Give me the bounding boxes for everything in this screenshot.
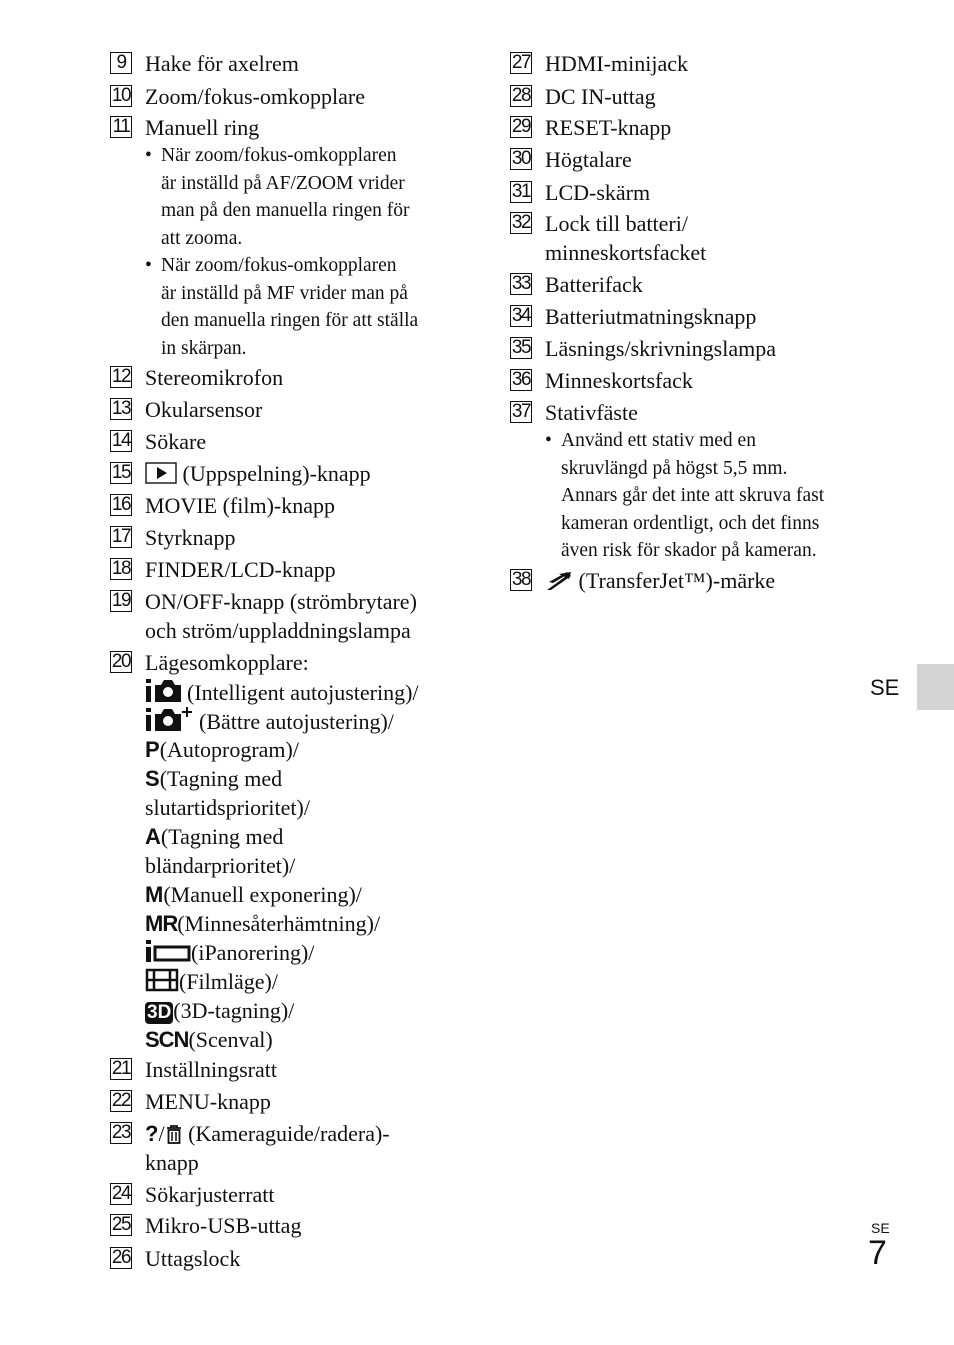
- mr-mode-icon: MR: [145, 911, 178, 936]
- item-label: Stativfäste: [545, 400, 638, 425]
- superior-auto-icon: [145, 706, 199, 732]
- section-tab: [917, 664, 954, 710]
- item-label: Högtalare: [545, 147, 632, 172]
- item-line: Lock till batteri/: [545, 211, 688, 236]
- 3d-mode-icon: 3D: [147, 1002, 172, 1023]
- item-label: Uttagslock: [145, 1246, 241, 1271]
- item-number: 14: [111, 430, 131, 451]
- mode-3d: [145, 996, 294, 1025]
- item-number: 32: [511, 212, 531, 233]
- item-label: LCD-skärm: [545, 180, 651, 205]
- item-label: [145, 587, 417, 645]
- page-language-code: SE: [871, 1220, 890, 1236]
- item-label: RESET-knapp: [545, 115, 672, 140]
- item-label: Batteriutmatningsknapp: [545, 304, 757, 329]
- item-label: Manuell ring: [145, 115, 260, 140]
- slash: /: [158, 1121, 165, 1146]
- item-label: [545, 566, 775, 595]
- item-label: FINDER/LCD-knapp: [145, 557, 336, 582]
- mode-label: (Bättre autojustering)/: [199, 709, 394, 734]
- item-label: [145, 1119, 390, 1177]
- item-number: 36: [511, 369, 531, 390]
- item-number: 18: [111, 558, 131, 579]
- item-number: 13: [111, 398, 131, 419]
- mode-memory-recall: [145, 909, 380, 938]
- m-mode-icon: M: [145, 882, 164, 907]
- mode-label: (3D-tagning)/: [173, 998, 295, 1023]
- item-number: 25: [111, 1214, 131, 1235]
- playback-label: (Uppspelning)-knapp: [182, 461, 371, 486]
- item-line: ON/OFF-knapp (strömbrytare): [145, 589, 417, 614]
- item-label: Styrknapp: [145, 525, 236, 550]
- mode-program-auto: [145, 735, 299, 764]
- p-mode-icon: P: [145, 737, 160, 762]
- item-label: Minneskortsfack: [545, 368, 693, 393]
- mode-label: (iPanorering)/: [191, 940, 315, 965]
- item-number: 19: [111, 590, 131, 611]
- item-label: Inställningsratt: [145, 1057, 277, 1082]
- item-number: 34: [511, 305, 531, 326]
- item-label: Stereomikrofon: [145, 365, 284, 390]
- mode-aperture-priority: [145, 822, 295, 880]
- item-label: Sökarjusterratt: [145, 1182, 275, 1207]
- item-number: 24: [111, 1183, 131, 1204]
- bullet-line: att zooma.: [161, 227, 243, 249]
- item-label: Okularsensor: [145, 397, 263, 422]
- bullet-line: Annars går det inte att skruva fast: [561, 485, 825, 506]
- item-number: 10: [111, 85, 131, 106]
- item-number: 11: [110, 116, 132, 138]
- scn-mode-icon: SCN: [145, 1027, 189, 1052]
- bullet-line: När zoom/fokus-omkopplaren: [161, 255, 397, 276]
- mode-label-cont: bländarprioritet)/: [145, 853, 296, 878]
- item-number: 38: [511, 569, 531, 590]
- mode-superior-auto: [145, 706, 394, 736]
- bullet-line: skruvlängd på högst 5,5 mm.: [561, 457, 788, 479]
- mode-scene: [145, 1025, 273, 1054]
- help-icon: ?: [145, 1121, 159, 1146]
- item-label: Läsnings/skrivningslampa: [545, 336, 776, 361]
- sweep-panorama-icon: [145, 939, 191, 963]
- item-line: (Kameraguide/radera)-: [188, 1121, 390, 1146]
- item-number: 33: [511, 273, 531, 294]
- item-label: DC IN-uttag: [545, 84, 656, 109]
- item-number: 20: [111, 651, 131, 672]
- mode-manual-exposure: [145, 880, 362, 909]
- item-number: 12: [111, 366, 131, 387]
- mode-intelligent-auto: [145, 677, 419, 707]
- bullet-line: även risk för skador på kameran.: [561, 540, 817, 561]
- mode-label: (Filmläge)/: [179, 969, 278, 994]
- item-number: 15: [111, 462, 131, 483]
- item-number: 21: [111, 1058, 131, 1079]
- item-number: 37: [511, 401, 531, 422]
- item-number: 29: [511, 116, 531, 137]
- item-number: 22: [111, 1090, 131, 1111]
- item-number: 23: [111, 1122, 131, 1143]
- item-line: minneskortsfacket: [545, 240, 707, 265]
- mode-label: (Intelligent autojustering)/: [187, 680, 419, 705]
- bullet-line: in skärpan.: [161, 337, 247, 359]
- item-label: MOVIE (film)-knapp: [145, 493, 336, 518]
- bullet-line: man på den manuella ringen för: [161, 200, 410, 221]
- item-number: 27: [511, 52, 531, 73]
- bullet-line: är inställd på AF/ZOOM vrider: [161, 172, 405, 194]
- item-number: 9: [110, 52, 132, 74]
- mode-shutter-priority: [145, 764, 310, 822]
- item-line: och ström/uppladdningslampa: [145, 618, 411, 643]
- item-number: 16: [111, 494, 131, 515]
- s-mode-icon: S: [145, 766, 160, 791]
- bullet-line: När zoom/fokus-omkopplaren: [161, 145, 397, 166]
- mode-label: (Scenval): [188, 1027, 273, 1052]
- item-label: Zoom/fokus-omkopplare: [145, 84, 365, 109]
- item-label: [145, 459, 371, 488]
- mode-movie: [145, 967, 278, 996]
- item-label: Batterifack: [545, 272, 643, 297]
- intelligent-auto-icon: [145, 677, 187, 703]
- item-number: 28: [511, 85, 531, 106]
- item-label: Sökare: [145, 429, 207, 454]
- mode-label: (Autoprogram)/: [159, 737, 299, 762]
- item-line: knapp: [145, 1150, 199, 1175]
- bullet-line: den manuella ringen för att ställa: [161, 310, 419, 331]
- item-label: MENU-knapp: [145, 1089, 271, 1114]
- item-label: Mikro-USB-uttag: [145, 1213, 302, 1238]
- bullet-line: är inställd på MF vrider man på: [161, 282, 408, 304]
- movie-mode-icon: [145, 968, 179, 992]
- item-number: 26: [111, 1247, 131, 1268]
- item-label: Lägesomkopplare:: [145, 650, 309, 675]
- mode-label: (Tagning med: [159, 766, 283, 791]
- section-tab-label: SE: [870, 675, 900, 700]
- bullet-line: kameran ordentligt, och det finns: [561, 512, 820, 534]
- mode-label: (Minnesåterhämtning)/: [177, 911, 381, 936]
- trash-icon: [165, 1124, 183, 1144]
- item-number: 35: [511, 337, 531, 358]
- item-label: Hake för axelrem: [145, 51, 299, 76]
- a-mode-icon: A: [145, 824, 161, 849]
- transferjet-label: (TransferJet™)-märke: [578, 568, 776, 593]
- mode-label: (Tagning med: [160, 824, 284, 849]
- mode-label: (Manuell exponering)/: [163, 882, 362, 907]
- page-number: 7: [868, 1234, 887, 1272]
- item-number: 17: [111, 526, 131, 547]
- transferjet-icon: [545, 571, 573, 591]
- item-label: [545, 209, 706, 267]
- playback-icon: [145, 462, 177, 484]
- mode-label-cont: slutartidsprioritet)/: [145, 795, 310, 820]
- mode-panorama: [145, 938, 314, 967]
- item-label: HDMI-minijack: [545, 51, 688, 76]
- item-number: 30: [511, 148, 531, 169]
- bullet-line: Använd ett stativ med en: [561, 430, 756, 451]
- item-number: 31: [511, 181, 531, 202]
